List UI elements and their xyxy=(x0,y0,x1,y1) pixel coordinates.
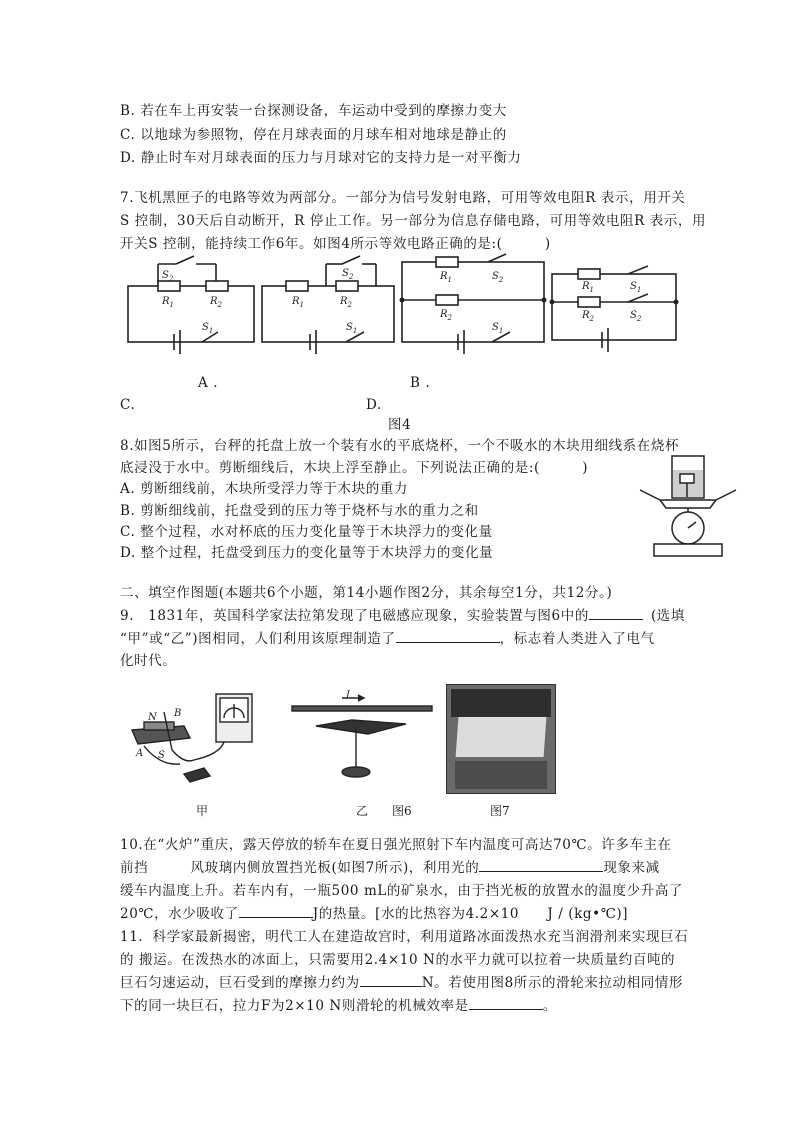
svg-text:R2: $R_2$ xyxy=(340,296,352,309)
q8-line-2: 底浸没于水中。剪断细线后，木块上浮至静止。下列说法正确的是:( ) xyxy=(120,460,589,476)
svg-text:R1: $R_1$ xyxy=(440,271,452,284)
q9-line-1: 9. 1831年，英国科学家法拉第发现了电磁感应现象，实验装置与图6中的 (选填 xyxy=(120,605,685,627)
label-n: N xyxy=(148,712,157,723)
q11-line-2: 的 搬运。在泼热水的冰面上，只需要用2.4×10 N的水平力就可以拉着一块质量约百吨的 xyxy=(120,952,676,968)
figure-6-yi-caption: 乙 xyxy=(356,804,369,818)
label-b: B xyxy=(174,708,182,719)
label-i: I xyxy=(346,690,350,701)
q11-line-1: 11．科学家最新揭密，明代工人在建造故宫时，利用道路冰面泼热水充当润滑剂来实现巨石 xyxy=(120,929,689,945)
q7-option-b: B . xyxy=(410,375,431,391)
figure-7-caption: 图7 xyxy=(490,804,510,818)
circuit-b xyxy=(262,256,394,354)
figure-6-caption: 图6 xyxy=(392,804,412,818)
q8-line-1: 8.如图5所示，台秤的托盘上放一个装有水的平底烧杯，一个不吸水的木块用细线系在烧杯 xyxy=(120,438,680,454)
q6-option-b: B. 若在车上再安装一台探测设备，车运动中受到的摩擦力变大 xyxy=(120,103,507,119)
svg-text:R2: $R_2$ xyxy=(440,309,452,322)
svg-text:S2: $S_2$ xyxy=(162,270,174,283)
label-a: A xyxy=(136,748,144,759)
q10-line-2: 前挡 风玻璃内侧放置挡光板(如图7所示)，利用光的 现象来减 xyxy=(120,857,660,879)
figure-6-jia-apparatus xyxy=(124,690,272,786)
figure-5-scale xyxy=(636,452,740,562)
svg-text:S2: $S_2$ xyxy=(492,271,504,284)
q8-option-b: B. 剪断细线前，托盘受到的压力等于烧杯与水的重力之和 xyxy=(120,503,479,519)
label-s: S xyxy=(158,750,165,761)
svg-text:R1: $R_1$ xyxy=(162,296,174,309)
svg-text:R1: $R_1$ xyxy=(582,281,594,294)
circuit-c xyxy=(402,254,544,354)
q7-option-c: C. xyxy=(120,397,136,413)
svg-text:R2: $R_2$ xyxy=(210,296,222,309)
q6-option-c: C. 以地球为参照物，停在月球表面的月球车相对地球是静止的 xyxy=(120,127,507,143)
q7-line-2: S 控制，30天后自动断开，R 停止工作。另一部分为信息存储电路，可用等效电阻R 表示，用 xyxy=(120,213,707,229)
q10-line-1: 10.在“火炉”重庆，露天停放的轿车在夏日强光照射下车内温度可高达70℃。许多车主在 xyxy=(120,837,672,853)
svg-text:S1: $S_1$ xyxy=(630,281,642,294)
svg-text:S1: $S_1$ xyxy=(346,322,358,335)
label-s2-a: S xyxy=(162,270,169,281)
figure-6-yi-apparatus xyxy=(290,690,436,786)
figure-7-photo xyxy=(446,684,556,794)
q7-option-a: A . xyxy=(198,375,219,391)
q6-option-d: D. 静止时车对月球表面的压力与月球对它的支持力是一对平衡力 xyxy=(120,150,522,166)
q10-line-4: 20℃，水少吸收了 J的热量。[水的比热容为4.2×10 J / (kg•℃)] xyxy=(120,903,628,925)
section-2-title: 二、填空作图题(本题共6个小题，第14小题作图2分，其余每空1分，共12分。) xyxy=(120,585,613,601)
figure-6-jia-caption: 甲 xyxy=(196,804,209,818)
figure-4-circuits xyxy=(120,252,690,362)
q8-option-c: C. 整个过程，水对杯底的压力变化量等于木块浮力的变化量 xyxy=(120,524,493,540)
svg-text:R1: $R_1$ xyxy=(292,296,304,309)
q11-line-4: 下的同一块巨石，拉力F为2×10 N则滑轮的机械效率是 。 xyxy=(120,995,557,1017)
q9-line-2: “甲”或“乙”)图相同，人们利用该原理制造了 ，标志着人类进入了电气 xyxy=(120,628,655,650)
q10-line-3: 缓车内温度上升。若车内有，一瓶500 mL的矿泉水，由于挡光板的放置水的温度少升高了 xyxy=(120,883,684,899)
svg-text:S2: $S_2$ xyxy=(342,268,354,281)
svg-text:R2: $R_2$ xyxy=(582,310,594,323)
q7-option-d: D. xyxy=(366,397,382,413)
q8-option-a: A. 剪断细线前，木块所受浮力等于木块的重力 xyxy=(120,481,409,497)
circuit-a xyxy=(128,256,254,354)
svg-text:S1: $S_1$ xyxy=(202,322,214,335)
circuit-d xyxy=(552,266,676,352)
figure-4-caption: 图4 xyxy=(388,417,412,433)
q9-line-3: 化时代。 xyxy=(120,653,177,669)
q7-line-3: 开关S 控制，能持续工作6年。如图4所示等效电路正确的是:( ) xyxy=(120,236,551,252)
q7-line-1: 7.飞机黑匣子的电路等效为两部分。一部分为信号发射电路，可用等效电阻R 表示，用开关 xyxy=(120,190,686,206)
svg-text:S1: $S_1$ xyxy=(492,322,504,335)
q11-line-3: 巨石匀速运动，巨石受到的摩擦力约为 N。若使用图8所示的滑轮来拉动相同情形 xyxy=(120,972,683,994)
q8-option-d: D. 整个过程，托盘受到压力的变化量等于木块浮力的变化量 xyxy=(120,545,494,561)
svg-text:S2: $S_2$ xyxy=(630,310,642,323)
